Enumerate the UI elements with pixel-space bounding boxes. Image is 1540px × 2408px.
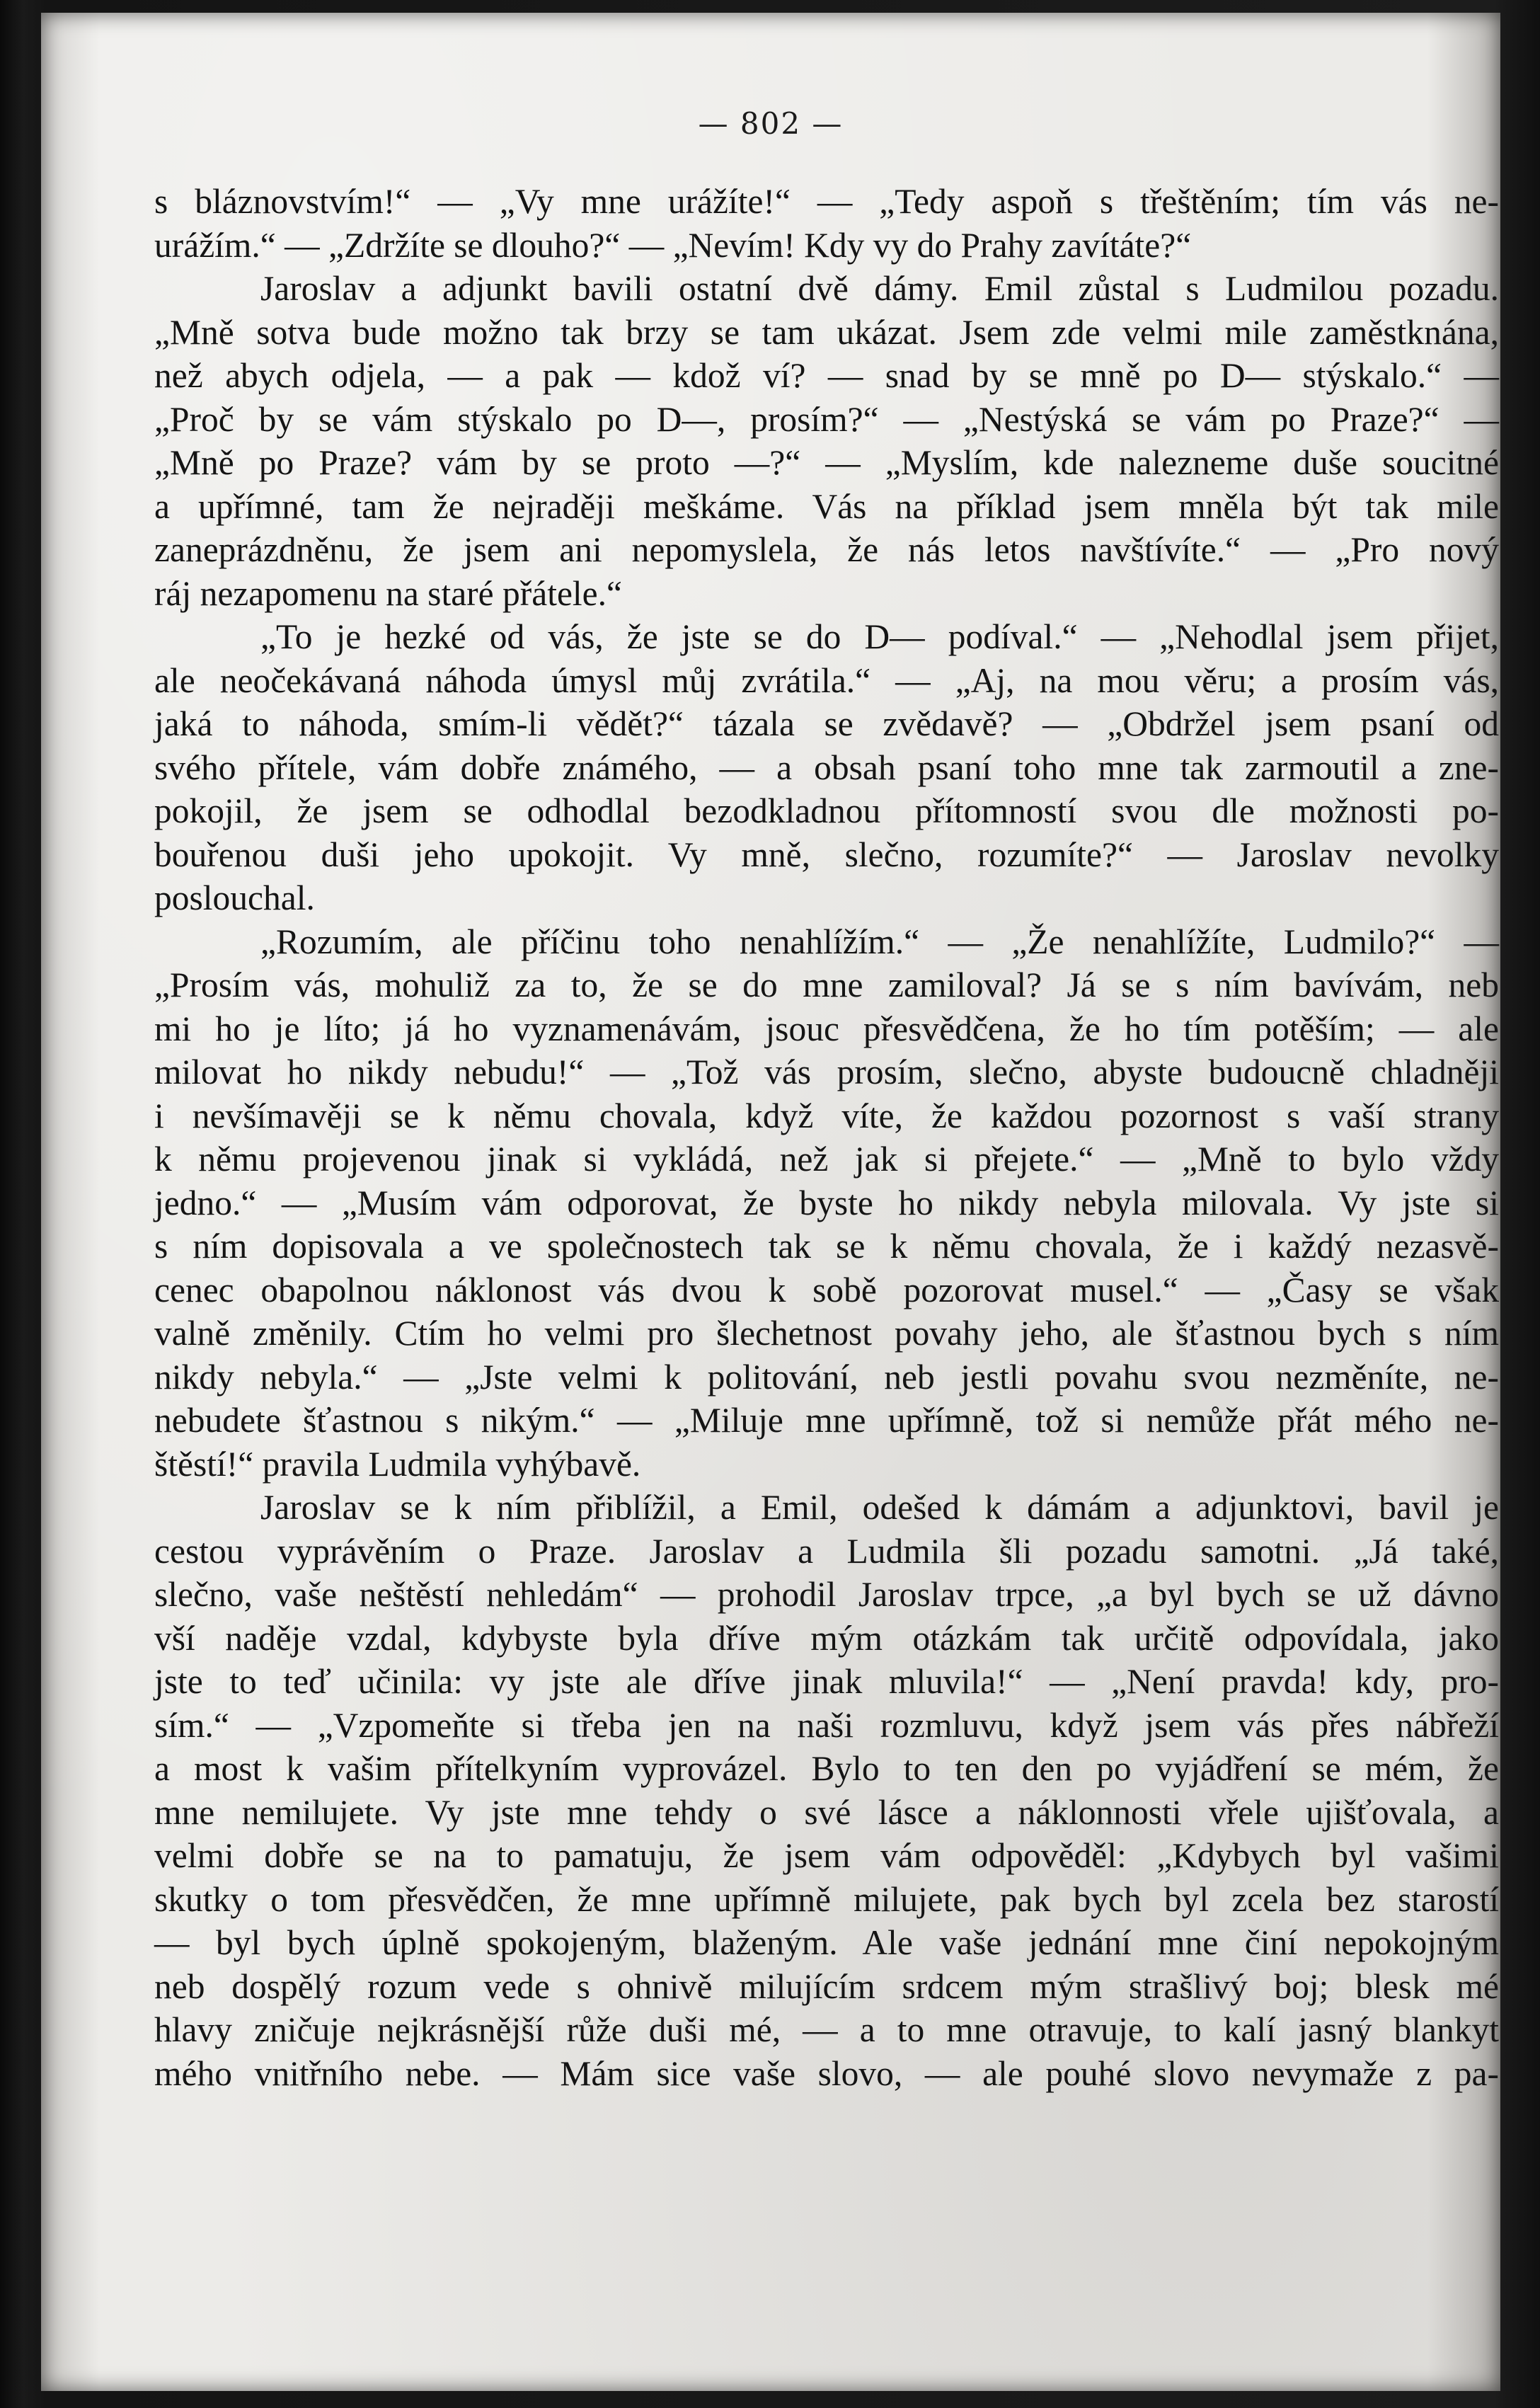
text-line: sím.“ — „Vzpomeňte si třeba jen na naši rozmluvu, když jsem vás přes nábřeží — [154, 1705, 1499, 1745]
text-line: s bláznovstvím!“ — „Vy mne urážíte!“ — „Tedy aspoň s třeštěním; tím vás ne- — [154, 182, 1499, 221]
text-line: pokojil, že jsem se odhodlal bezodkladnou přítomností svou dle možnosti po- — [154, 791, 1499, 830]
text-line: Jaroslav se k ním přiblížil, a Emil, odešed k dámám a adjunktovi, bavil je — [260, 1488, 1499, 1527]
body-text — [154, 180, 1499, 2095]
text-line: a most k vašim přítelkyním vyprovázel. Bylo to ten den po vyjádření se mém, že — [154, 1749, 1499, 1788]
text-line: štěstí!“ pravila Ludmila vyhýbavě. — [154, 1444, 641, 1484]
text-line: než abych odjela, — a pak — kdož ví? — snad by se mně po D— stýskalo.“ — — [154, 356, 1499, 395]
text-line: Jaroslav a adjunkt bavili ostatní dvě dámy. Emil zůstal s Ludmilou pozadu. — [260, 269, 1499, 308]
page-number: — 802 — — [698, 106, 844, 141]
text-line: urážím.“ — „Zdržíte se dlouho?“ — „Nevím! Kdy vy do Prahy zavítáte?“ — [154, 225, 1192, 265]
text-line: nikdy nebyla.“ — „Jste velmi k politování, neb jestli povahu svou nezměníte, ne- — [154, 1357, 1499, 1397]
text-line: mne nemilujete. Vy jste mne tehdy o své lásce a náklonnosti vřele ujišťovala, a — [154, 1792, 1499, 1832]
text-line: s ním dopisovala a ve společnostech tak se k němu chovala, že i každý nezasvě- — [154, 1227, 1499, 1266]
text-line: a upřímné, tam že nejraději meškáme. Vás na příklad jsem mněla být tak mile — [154, 486, 1499, 526]
text-line: valně změnily. Ctím ho velmi pro šlechetnost povahy jeho, ale šťastnou bych s ním — [154, 1314, 1499, 1353]
book-page — [41, 13, 1500, 2391]
text-line: „Rozumím, ale příčinu toho nenahlížím.“ — „Že nenahlížíte, Ludmilo?“ — — [260, 922, 1499, 961]
text-line: k němu projevenou jinak si vykládá, než jak si přejete.“ — „Mně to bylo vždy — [154, 1140, 1499, 1179]
text-line: — byl bych úplně spokojeným, blaženým. Ale vaše jednání mne činí nepokojným — [154, 1923, 1499, 1962]
text-line: vší naděje vzdal, kdybyste byla dříve mým otázkám tak určitě odpovídala, jako — [154, 1618, 1499, 1658]
text-line: „Mně po Praze? vám by se proto —?“ — „Myslím, kde nalezneme duše soucitné — [154, 443, 1499, 482]
text-line: velmi dobře se na to pamatuju, že jsem vám odpověděl: „Kdybych byl vašimi — [154, 1836, 1499, 1875]
text-line: „Proč by se vám stýskalo po D—, prosím?“ — „Nestýská se vám po Praze?“ — — [154, 399, 1499, 439]
text-line: jste to teď učinila: vy jste ale dříve jinak mluvila!“ — „Není pravda! kdy, pro- — [154, 1662, 1499, 1701]
text-line: mi ho je líto; já ho vyznamenávám, jsouc přesvědčena, že ho tím potěším; — ale — [154, 1009, 1499, 1048]
text-line: cenec obapolnou náklonost vás dvou k sobě pozorovat musel.“ — „Časy se však — [154, 1270, 1499, 1309]
text-line: ale neočekávaná náhoda úmysl můj zvrátila.“ — „Aj, na mou věru; a prosím vás, — [154, 660, 1499, 700]
text-line: svého přítele, vám dobře známého, — a obsah psaní toho mne tak zarmoutil a zne- — [154, 747, 1499, 787]
text-line: jaká to náhoda, smím-li vědět?“ tázala se zvědavě? — „Obdržel jsem psaní od — [154, 704, 1499, 743]
text-line: neb dospělý rozum vede s ohnivě milujícím srdcem mým strašlivý boj; blesk mé — [154, 1966, 1499, 2006]
text-line: zaneprázdněnu, že jsem ani nepomyslela, že nás letos navštívíte.“ — „Pro nový — [154, 530, 1499, 569]
text-line: skutky o tom přesvědčen, že mne upřímně milujete, pak bych byl zcela bez starostí — [154, 1879, 1499, 1919]
text-line: slečno, vaše neštěstí nehledám“ — prohodil Jaroslav trpce, „a byl bych se už dávno — [154, 1575, 1499, 1614]
text-line: ráj nezapomenu na staré přátele.“ — [154, 573, 622, 613]
text-line: i nevšímavěji se k němu chovala, když víte, že každou pozornost s vaší strany — [154, 1096, 1499, 1135]
text-line: „To je hezké od vás, že jste se do D— podíval.“ — „Nehodlal jsem přijet, — [260, 617, 1499, 656]
text-line: mého vnitřního nebe. — Mám sice vaše slovo, — ale pouhé slovo nevymaže z pa- — [154, 2053, 1499, 2093]
text-line: „Prosím vás, mohuliž za to, že se do mne zamiloval? Já se s ním bavívám, neb — [154, 965, 1499, 1004]
text-line: jedno.“ — „Musím vám odporovat, že byste ho nikdy nebyla milovala. Vy jste si — [154, 1183, 1499, 1222]
text-line: nebudete šťastnou s nikým.“ — „Miluje mne upřímně, tož si nemůže přát mého ne- — [154, 1401, 1499, 1440]
text-line: „Mně sotva bude možno tak brzy se tam ukázat. Jsem zde velmi mile zaměstknána, — [154, 312, 1499, 352]
text-line: cestou vyprávěním o Praze. Jaroslav a Ludmila šli pozadu samotni. „Já také, — [154, 1531, 1499, 1571]
text-line: hlavy zničuje nejkrásnější růže duši mé, — a to mne otravuje, to kalí jasný blankyt — [154, 2010, 1499, 2049]
text-line: bouřenou duši jeho upokojit. Vy mně, slečno, rozumíte?“ — Jaroslav nevolky — [154, 835, 1499, 874]
text-line: milovat ho nikdy nebudu!“ — „Tož vás prosím, slečno, abyste budoucně chladněji — [154, 1053, 1499, 1091]
text-line: poslouchal. — [154, 878, 315, 917]
